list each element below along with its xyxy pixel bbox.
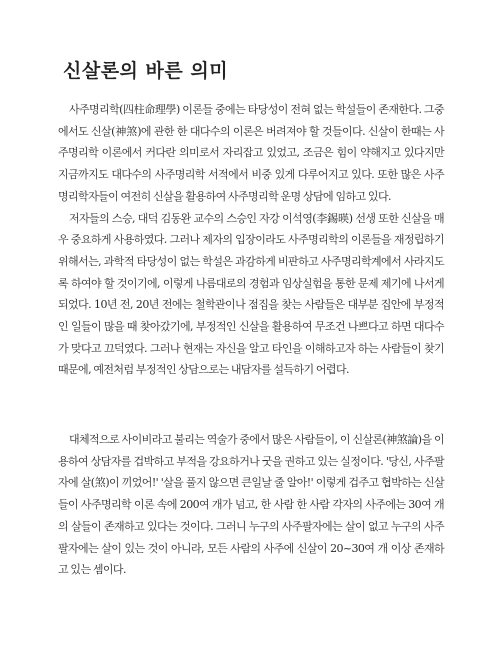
text-section-2 — [58, 429, 444, 581]
paragraph-3: 대체적으로 사이비라고 불리는 역술가 중에서 많은 사람들이, 이 신살론(神煞論)을 이용하여 상담자를 겁박하고 부적을 강요하거나 굿을 권하고 있는 실정이다. '당신, 사주팔자에 살(煞)이 끼었어!' '살을 풀지 않으면 큰일날 줄 알아!' 이렇게 겁주고 협박하는 신살들이 사주명리학 이론 속에 200여 개가 넘고, 한 사람 한 사람 각자의 사주에는 30여 개의 살들이 존재하고 있다는 것이다. 그러니 누구의 사주팔자에는 살이 없고 누구의 사주팔자에는 살이 있는 것이 아니라, 모든 사람의 사주에 신살이 20~30여 개 이상 존재하고 있는 셈이다. — [58, 433, 444, 577]
text-section-1 — [58, 99, 444, 381]
paragraph-2: 저자들의 스승, 대덕 김동완 교수의 스승인 자강 이석영(李錫暎) 선생 또한 신살을 매우 중요하게 사용하였다. 그러나 제자의 입장이라도 사주명리학의 이론들을 재정립하기 위해서는, 과학적 타당성이 없는 학설은 과감하게 비판하고 사주명리학계에서 사라지도록 하여야 할 것이기에, 이렇게 나름대로의 경험과 임상실험을 통한 문제 제기에 나서게 되었다. 10년 전, 20년 전에는 철학관이나 점집을 찾는 사람들은 대부분 집안에 부정적인 일들이 많을 때 찾아갔기에, 부정적인 신살을 활용하여 무조건 나쁘다고 하면 대다수가 맞다고 끄덕였다. 그러나 현재는 자신을 알고 타인을 이해하고자 하는 사람들이 찾기 때문에, 예전처럼 부정적인 상담으로는 내담자를 설득하기 어렵다. — [58, 211, 444, 377]
page-title: 신살론의 바른 의미 — [63, 60, 229, 82]
paragraph-1: 사주명리학(四柱命理學) 이론들 중에는 타당성이 전혀 없는 학설들이 존재한다. 그중에서도 신살(神煞)에 관한 한 대다수의 이론은 버려져야 할 것들이다. 신살이 한때는 사주명리학 이론에서 커다란 의미로서 자리잡고 있었고, 조금은 힘이 약해지고 있다지만 지금까지도 대다수의 사주명리학 서적에서 비중 있게 다루어지고 있다. 또한 많은 사주명리학자들이 여전히 신살을 활용하여 사주명리학 운명 상담에 임하고 있다. — [58, 103, 444, 203]
